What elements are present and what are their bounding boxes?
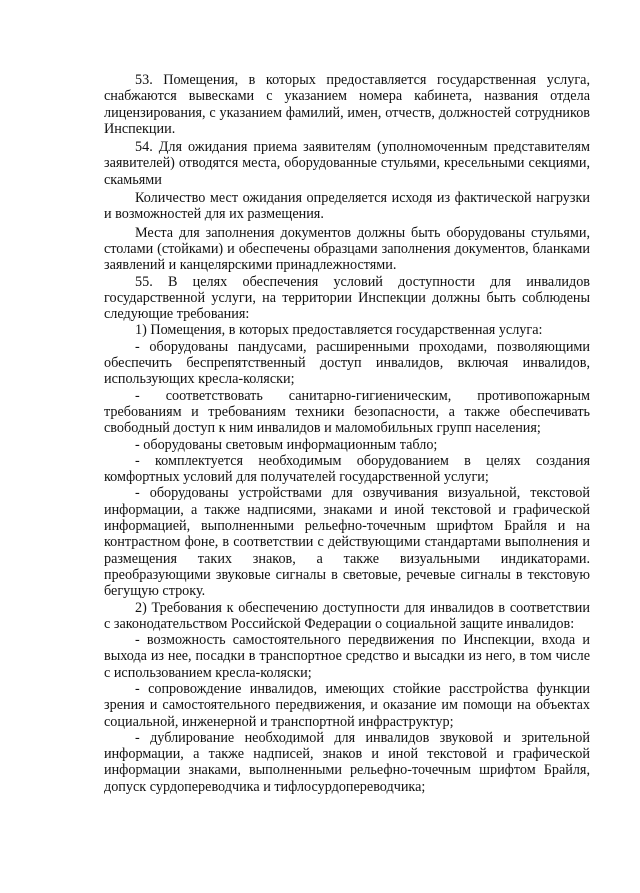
list-item-voice-devices: - оборудованы устройствами для озвучивания визуальной, текстовой информации, а также надписями, знаками и иной текстовой и графической информацией, выполненными рельефно-точечным шрифтом Брайля и на контрастном фоне, в соответствии с действующими стандартами выполнения и размещения таких знаков, а также визуальными индикаторами. преобразующими звуковые сигналы в световые, речевые сигналы в текстовую бегущую строку. [104,485,590,600]
list-item-escort: - сопровождение инвалидов, имеющих стойкие расстройства функции зрения и самостоятельного передвижения, и оказание им помощи на объектах социальной, инженерной и транспортной инфраструктур; [104,680,590,730]
paragraph-accessibility-requirements: 2) Требования к обеспечению доступности для инвалидов в соответствии с законодательством Российской Федерации о социальной защите инвалидов: [104,599,590,632]
paragraph-55: 55. В целях обеспечения условий доступности для инвалидов государственной услуги, на территории Инспекции должны быть соблюдены следующие требования: [104,273,590,323]
list-item-sanitary: - соответствовать санитарно-гигиеническим, противопожарным требованиям и требованиям техники безопасности, а также обеспечивать свободный доступ к ним инвалидов и маломобильных групп населения; [104,387,590,437]
paragraph-54: 54. Для ожидания приема заявителям (уполномоченным представителям заявителей) отводятся места, оборудованные стульями, кресельными секциями, скамьями [104,139,590,188]
document-page [104,72,590,795]
list-item-equipment: - комплектуется необходимым оборудованием в целях создания комфортных условий для получателей государственной услуги; [104,452,590,486]
list-item-movement: - возможность самостоятельного передвижения по Инспекции, входа и выхода из нее, посадки в транспортное средство и высадки из него, в том числе с использованием кресла-коляски; [104,632,590,681]
list-item-duplication: - дублирование необходимой для инвалидов звуковой и зрительной информации, а также надписей, знаков и иной текстовой и графической информации знаками, выполненными рельефно-точечным шрифтом Брайля, допуск сурдопереводчика и тифлосурдопереводчика; [104,729,590,795]
paragraph-53: 53. Помещения, в которых предоставляется государственная услуга, снабжаются вывесками с указанием номера кабинета, названия отдела лицензирования, с указанием фамилий, имен, отчеств, должностей сотрудников Инспекции. [104,72,590,137]
paragraph-premises-heading: 1) Помещения, в которых предоставляется государственная услуга: [135,322,543,339]
list-item-light-board: - оборудованы световым информационным табло; [135,436,438,453]
paragraph-filling-places: Места для заполнения документов должны быть оборудованы стульями, столами (стойками) и обеспечены образцами заполнения документов, бланками заявлений и канцелярскими принадлежностями. [104,224,590,274]
paragraph-waiting-places: Количество мест ожидания определяется исходя из фактической нагрузки и возможностей для их размещения. [104,190,590,223]
list-item-ramps: - оборудованы пандусами, расширенными проходами, позволяющими обеспечить беспрепятственный доступ инвалидов, включая инвалидов, использующих кресла-коляски; [104,338,590,388]
